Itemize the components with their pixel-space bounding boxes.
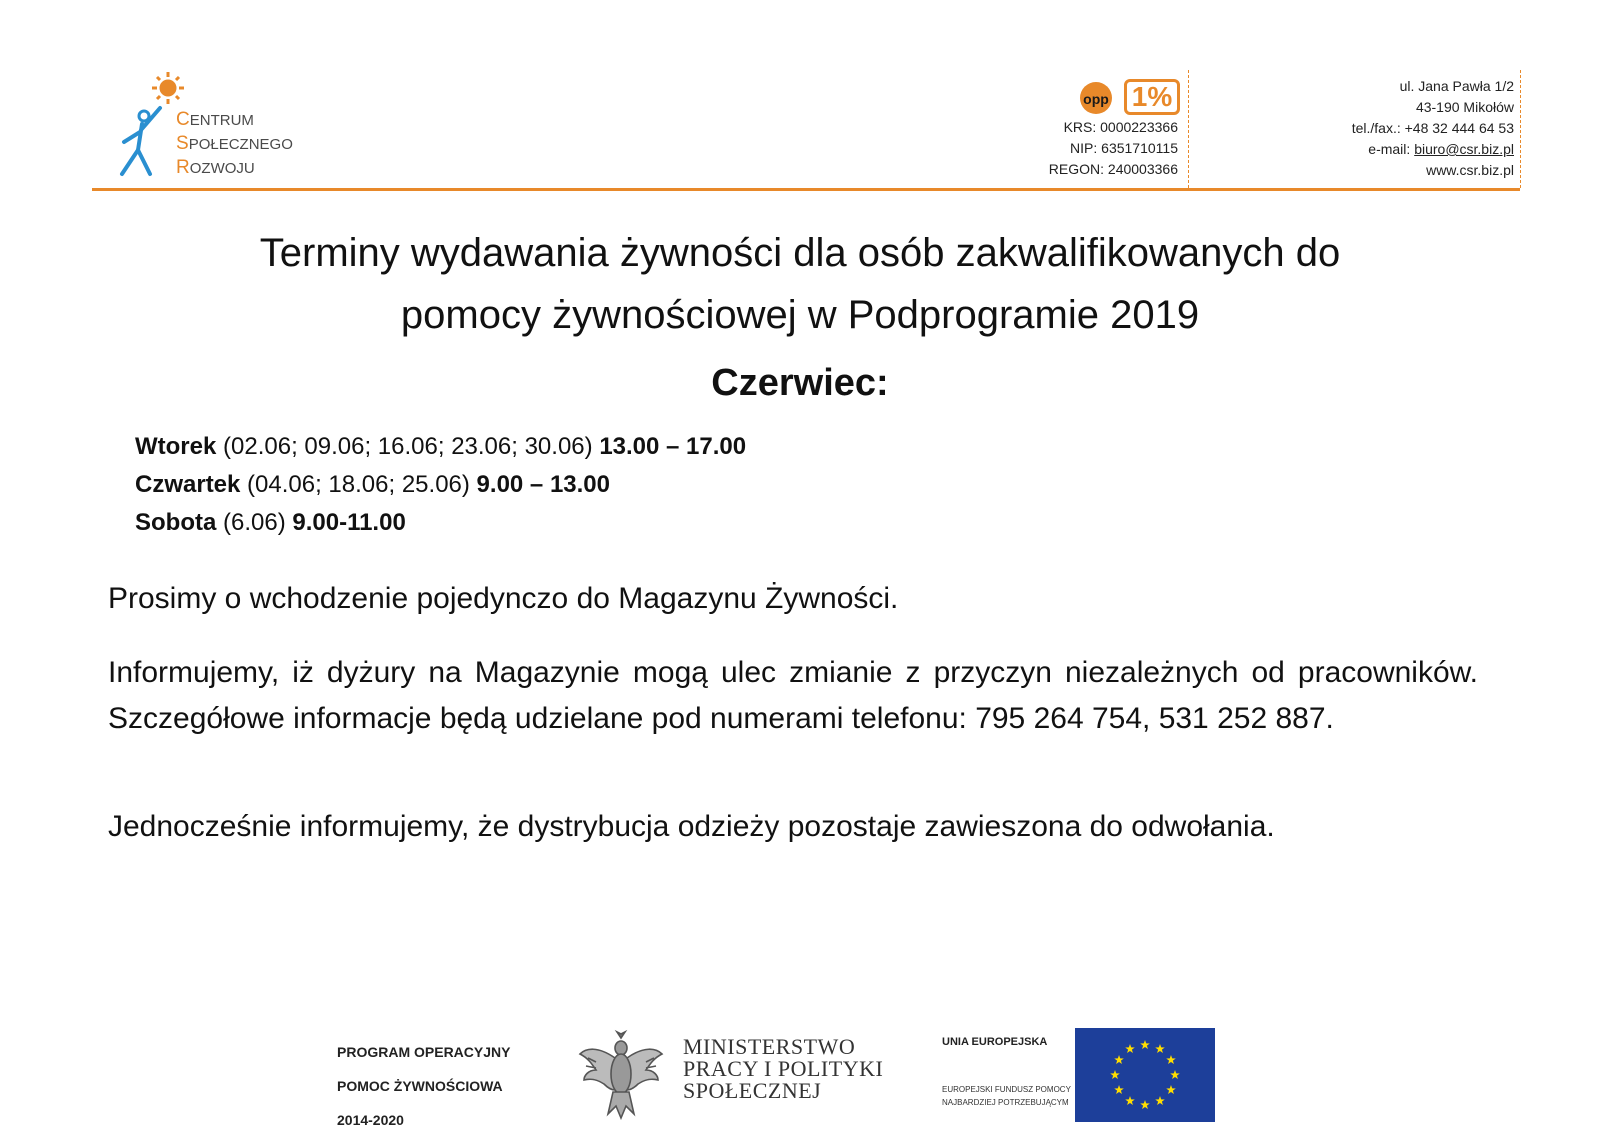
schedule-row: Wtorek (02.06; 09.06; 16.06; 23.06; 30.06) 13.00 – 17.00 (135, 433, 747, 460)
entry-notice: Prosimy o wchodzenie pojedynczo do Magazynu Żywności. (108, 582, 899, 615)
registration-numbers (1049, 117, 1178, 180)
website-link[interactable]: www.csr.biz.pl (1426, 162, 1514, 178)
opp-badge-icon (1078, 80, 1114, 121)
schedule-row: Sobota (6.06) 9.00-11.00 (135, 509, 406, 536)
logo-line-spolecznego: SPOŁECZNEGO (176, 133, 293, 154)
address-street: ul. Jana Pawła 1/2 (1399, 78, 1514, 94)
header-divider-right (1520, 70, 1521, 188)
organization-logo (110, 70, 310, 188)
phone-fax: tel./fax.: +48 32 444 64 53 (1351, 120, 1514, 136)
eu-flag-icon (1075, 1028, 1215, 1122)
distribution-schedule (135, 428, 746, 542)
contact-info (1352, 76, 1514, 181)
program-name: PROGRAM OPERACYJNY POMOC ŻYWNOŚCIOWA 2014-2020 (337, 1044, 511, 1128)
email-link[interactable]: biuro@csr.biz.pl (1414, 141, 1514, 157)
krs-number: KRS: 0000223366 (1063, 119, 1178, 135)
nip-number: NIP: 6351710115 (1070, 140, 1178, 156)
schedule-row: Czwartek (04.06; 18.06; 25.06) 9.00 – 13.00 (135, 471, 610, 498)
logo-line-rozwoju: ROZWOJU (176, 157, 255, 178)
clothing-suspension-notice: Jednocześnie informujemy, że dystrybucja odzieży pozostaje zawieszona do odwołania. (108, 810, 1275, 843)
one-percent-badge: 1% (1124, 79, 1180, 115)
schedule-change-notice: Informujemy, iż dyżury na Magazynie mogą ulec zmianie z przyczyn niezależnych od pracowników. Szczegółowe informacje będą udzielane pod numerami telefonu: 795 264 754, 531 252 887. (108, 656, 1478, 735)
ministry-name: MINISTERSTWO PRACY I POLITYKI SPOŁECZNEJ (683, 1034, 884, 1103)
logo-line-centrum: CENTRUM (176, 109, 254, 130)
header-divider (1188, 70, 1189, 188)
page-title: Terminy wydawania żywności dla osób zakwalifikowanych do pomocy żywnościowej w Podprogramie 2019 (259, 231, 1341, 337)
address-city: 43-190 Mikołów (1415, 99, 1514, 115)
eu-fund-name: EUROPEJSKI FUNDUSZ POMOCY NAJBARDZIEJ POTRZEBUJĄCYM (942, 1085, 1071, 1107)
regon-number: REGON: 240003366 (1048, 161, 1178, 177)
email-row: e-mail: biuro@csr.biz.pl (1368, 141, 1514, 157)
svg-text:opp: opp (1083, 91, 1109, 107)
polish-eagle-icon (578, 1028, 664, 1120)
month-heading: Czerwiec: (711, 362, 889, 404)
header-rule (92, 188, 1520, 191)
eu-title: UNIA EUROPEJSKA (942, 1036, 1048, 1048)
